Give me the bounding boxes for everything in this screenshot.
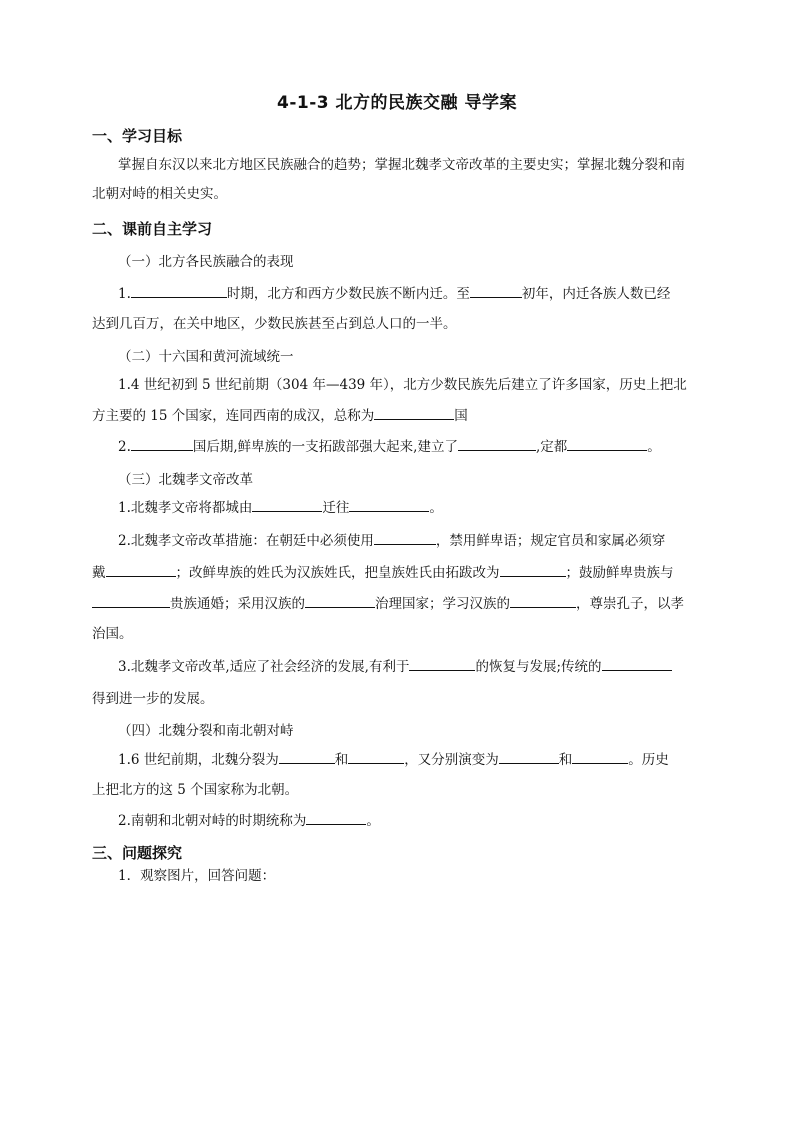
section-heading-inquiry: 三、问题探究	[92, 844, 183, 862]
item-3-2-line-4: 治国。	[92, 626, 133, 642]
answer-blank[interactable]	[567, 437, 647, 451]
answer-blank[interactable]	[131, 284, 227, 298]
item-3-1-text-c: 。	[429, 500, 443, 516]
subsection-title-3: （三）北魏孝文帝改革	[118, 472, 253, 488]
objectives-line-1: 掌握自东汉以来北方地区民族融合的趋势；掌握北魏孝文帝改革的主要史实；掌握北魏分裂和南	[118, 157, 685, 173]
item-2-2-prefix: 2.	[118, 439, 131, 455]
item-3-1-line-1	[118, 497, 704, 519]
item-3-3-line-1	[118, 656, 704, 678]
answer-blank[interactable]	[349, 498, 429, 512]
item-1-1-prefix: 1.	[118, 286, 131, 302]
item-2-2-line-1	[118, 436, 704, 458]
item-3-3-line-2: 得到进一步的发展。	[92, 691, 214, 707]
item-2-1-line-2	[92, 405, 704, 427]
item-3-2-text-h: ，尊崇孔子，以孝	[576, 596, 684, 612]
item-3-2-line-1	[118, 530, 704, 552]
item-4-1-line-2: 上把北方的这 5 个国家称为北朝。	[92, 782, 299, 798]
answer-blank[interactable]	[305, 594, 375, 608]
answer-blank[interactable]	[458, 437, 536, 451]
item-4-1-text-c: ，又分别演变为	[404, 752, 499, 768]
item-2-1-text-a: 方主要的 15 个国家，连同西南的成汉，总称为	[92, 408, 375, 424]
answer-blank[interactable]	[374, 531, 436, 545]
answer-blank[interactable]	[500, 563, 566, 577]
item-2-2-text-b: ,定都	[535, 439, 568, 455]
item-1-1-line-2: 达到几百万，在关中地区，少数民族甚至占到总人口的一半。	[92, 316, 457, 332]
item-2-2-text-c: 。	[647, 439, 661, 455]
answer-blank[interactable]	[306, 811, 366, 825]
item-4-1-text-e: 。历史	[628, 752, 669, 768]
answer-blank[interactable]	[374, 406, 454, 420]
item-2-1-text-b: 国	[454, 408, 468, 424]
answer-blank[interactable]	[252, 498, 322, 512]
item-3-3-text-b: 的恢复与发展;传统的	[475, 659, 602, 675]
item-3-1-text-b: 迁往	[322, 500, 350, 516]
item-3-3-text-a: 3.北魏孝文帝改革,适应了社会经济的发展,有利于	[118, 659, 410, 675]
item-3-2-line-2	[92, 562, 704, 584]
item-3-1-text-a: 1.北魏孝文帝将都城由	[118, 500, 253, 516]
item-4-2-line-1	[118, 810, 704, 832]
item-3-2-text-a: 2.北魏孝文帝改革措施：在朝廷中必须使用	[118, 533, 374, 549]
item-1-1-text-b: 初年，内迁各族人数已经	[521, 286, 671, 302]
document-title: 4-1-3 北方的民族交融 导学案	[277, 93, 517, 113]
inquiry-line-1: 1．观察图片，回答问题：	[118, 868, 276, 884]
section-heading-objectives: 一、学习目标	[92, 127, 183, 145]
item-1-1-line-1	[118, 283, 704, 305]
objectives-line-2: 北朝对峙的相关史实。	[92, 186, 227, 202]
item-4-1-text-d: 和	[558, 752, 573, 768]
answer-blank[interactable]	[279, 750, 335, 764]
answer-blank[interactable]	[131, 437, 193, 451]
item-4-1-line-1	[118, 749, 704, 771]
item-2-1-line-1: 1.4 世纪初到 5 世纪前期（304 年—439 年），北方少数民族先后建立了许多国家，历史上把北	[118, 377, 687, 393]
item-3-2-text-g: 治理国家；学习汉族的	[375, 596, 510, 612]
item-4-2-text-b: 。	[366, 813, 380, 829]
item-4-1-text-a: 1.6 世纪前期，北魏分裂为	[118, 752, 279, 768]
section-heading-self-study: 二、课前自主学习	[92, 220, 213, 238]
answer-blank[interactable]	[510, 594, 576, 608]
item-4-2-text-a: 2.南朝和北朝对峙的时期统称为	[118, 813, 307, 829]
item-3-2-text-f: 贵族通婚；采用汉族的	[170, 596, 305, 612]
answer-blank[interactable]	[572, 750, 628, 764]
subsection-title-1: （一）北方各民族融合的表现	[118, 254, 294, 270]
subsection-title-4: （四）北魏分裂和南北朝对峙	[118, 723, 294, 739]
answer-blank[interactable]	[409, 657, 475, 671]
answer-blank[interactable]	[106, 563, 176, 577]
answer-blank[interactable]	[499, 750, 559, 764]
item-3-2-text-b: ，禁用鲜卑语；规定官员和家属必须穿	[435, 533, 666, 549]
subsection-title-2: （二）十六国和黄河流域统一	[118, 349, 294, 365]
item-1-1-text-a: 时期，北方和西方少数民族不断内迁。至	[226, 286, 470, 302]
item-4-1-text-b: 和	[334, 752, 349, 768]
answer-blank[interactable]	[470, 284, 522, 298]
answer-blank[interactable]	[602, 657, 672, 671]
item-3-2-text-d: ；改鲜卑族的姓氏为汉族姓氏，把皇族姓氏由拓跋改为	[175, 565, 500, 581]
answer-blank[interactable]	[92, 594, 170, 608]
item-3-2-line-3	[92, 593, 704, 615]
answer-blank[interactable]	[348, 750, 404, 764]
item-3-2-text-e: ；鼓励鲜卑贵族与	[565, 565, 674, 581]
item-3-2-text-c: 戴	[92, 565, 106, 581]
item-2-2-text-a: 国后期,鲜卑族的一支拓跋部强大起来,建立了	[192, 439, 458, 455]
